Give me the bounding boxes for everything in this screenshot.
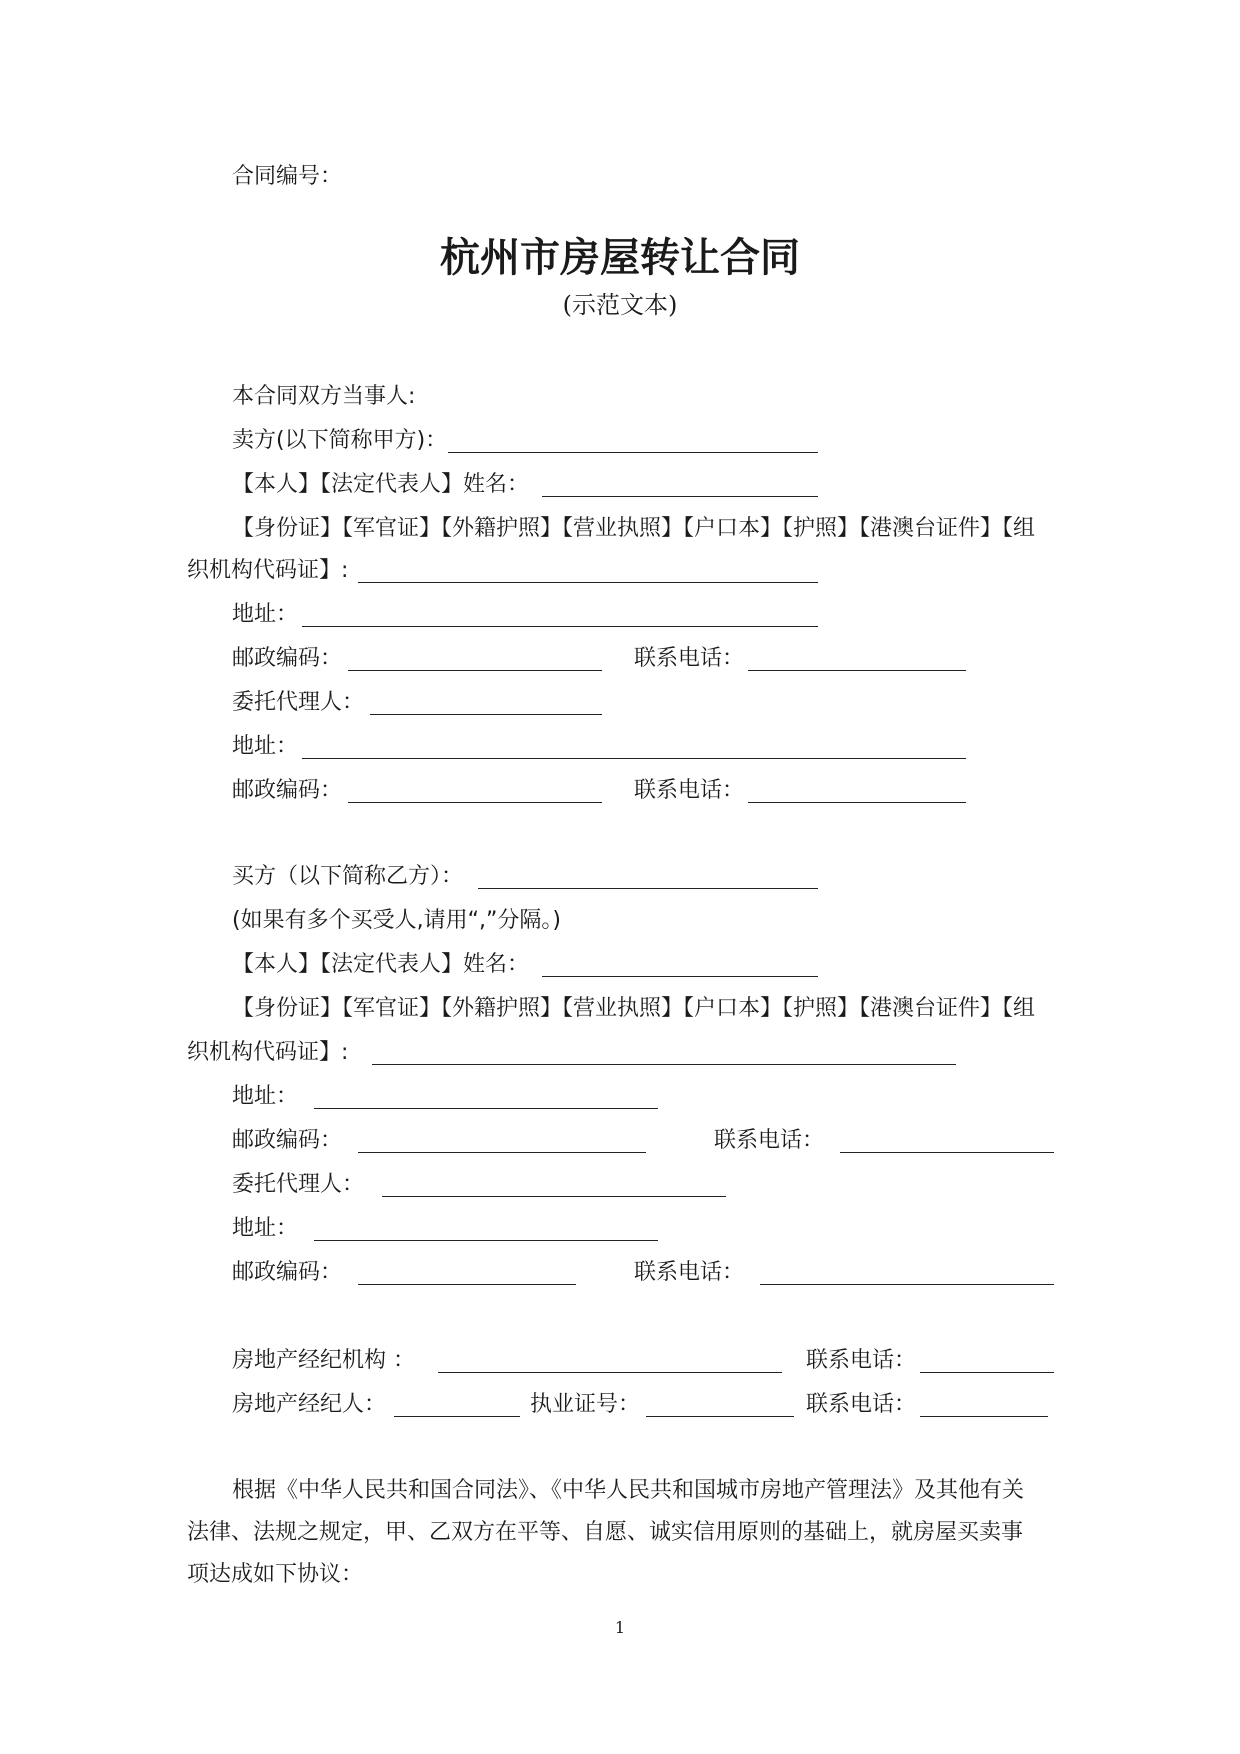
seller-address-label: 地址： [232, 602, 299, 627]
broker-agent-label: 房地产经纪人： [232, 1392, 387, 1417]
seller-agent-phone-label: 联系电话： [634, 778, 745, 803]
buyer-agent-postcode-field[interactable] [358, 1284, 576, 1285]
seller-address-field[interactable] [302, 626, 818, 627]
contract-number-label: 合同编号： [232, 164, 343, 189]
buyer-address-field[interactable] [314, 1108, 658, 1109]
buyer-name-field[interactable] [478, 888, 818, 889]
buyer-agent-postcode-label: 邮政编码： [232, 1260, 343, 1285]
broker-agency-field[interactable] [438, 1372, 782, 1373]
buyer-heading: 买方（以下简称乙方）： [232, 864, 464, 889]
seller-agent-phone-field[interactable] [748, 802, 966, 803]
seller-postcode-label: 邮政编码： [232, 646, 343, 671]
buyer-phone-field[interactable] [840, 1152, 1054, 1153]
buyer-agent-label: 委托代理人： [232, 1172, 365, 1197]
seller-agent-address-field[interactable] [302, 758, 966, 759]
seller-id-types-line1: 【身份证】【军官证】【外籍护照】【营业执照】【户口本】【护照】【港澳台证件】【组 [232, 516, 1036, 541]
buyer-id-types-line1: 【身份证】【军官证】【外籍护照】【营业执照】【户口本】【护照】【港澳台证件】【组 [232, 996, 1036, 1021]
buyer-postcode-field[interactable] [358, 1152, 646, 1153]
parties-intro: 本合同双方当事人: [232, 384, 416, 409]
seller-agent-field[interactable] [370, 714, 602, 715]
buyer-agent-phone-field[interactable] [760, 1284, 1054, 1285]
buyer-agent-phone-label: 联系电话： [634, 1260, 745, 1285]
broker-agent-field[interactable] [394, 1416, 520, 1417]
buyer-representative-label: 【本人】【法定代表人】姓名： [232, 952, 530, 977]
seller-agent-postcode-field[interactable] [348, 802, 602, 803]
buyer-postcode-label: 邮政编码： [232, 1128, 343, 1153]
seller-id-types-line2: 织机构代码证】: [187, 558, 349, 583]
buyer-phone-label: 联系电话： [714, 1128, 825, 1153]
preamble-line-1: 根据《中华人民共和国合同法》、《中华人民共和国城市房地产管理法》及其他有关 [232, 1478, 1025, 1503]
document-subtitle: (示范文本) [562, 291, 678, 319]
preamble-line-2: 法律、法规之规定，甲、乙双方在平等、自愿、诚实信用原则的基础上，就房屋买卖事 [187, 1520, 1024, 1545]
broker-agency-phone-field[interactable] [920, 1372, 1054, 1373]
seller-agent-label: 委托代理人： [232, 690, 365, 715]
buyer-agent-field[interactable] [382, 1196, 726, 1197]
buyer-note: (如果有多个买受人,请用“,”分隔。) [232, 908, 561, 933]
buyer-id-number-field[interactable] [372, 1064, 956, 1065]
buyer-agent-address-field[interactable] [314, 1240, 658, 1241]
document-title: 杭州市房屋转让合同 [440, 234, 800, 281]
buyer-id-types-line2: 织机构代码证】: [187, 1040, 349, 1065]
broker-agency-phone-label: 联系电话： [806, 1348, 917, 1373]
buyer-representative-field[interactable] [542, 976, 818, 977]
seller-heading: 卖方(以下简称甲方)： [232, 428, 448, 453]
broker-license-field[interactable] [646, 1416, 794, 1417]
seller-agent-address-label: 地址： [232, 734, 299, 759]
broker-agency-label: 房地产经纪机构 ： [232, 1348, 415, 1373]
broker-license-label: 执业证号： [530, 1392, 641, 1417]
seller-id-number-field[interactable] [358, 582, 818, 583]
seller-phone-field[interactable] [748, 670, 966, 671]
seller-representative-field[interactable] [542, 496, 818, 497]
seller-phone-label: 联系电话： [634, 646, 745, 671]
buyer-agent-address-label: 地址： [232, 1216, 299, 1241]
seller-agent-postcode-label: 邮政编码： [232, 778, 343, 803]
buyer-address-label: 地址： [232, 1084, 299, 1109]
broker-agent-phone-field[interactable] [920, 1416, 1048, 1417]
page-number: 1 [614, 1618, 626, 1637]
preamble-line-3: 项达成如下协议： [187, 1562, 364, 1587]
seller-name-field[interactable] [448, 452, 818, 453]
seller-representative-label: 【本人】【法定代表人】姓名： [232, 472, 530, 497]
broker-agent-phone-label: 联系电话： [806, 1392, 917, 1417]
seller-postcode-field[interactable] [348, 670, 602, 671]
